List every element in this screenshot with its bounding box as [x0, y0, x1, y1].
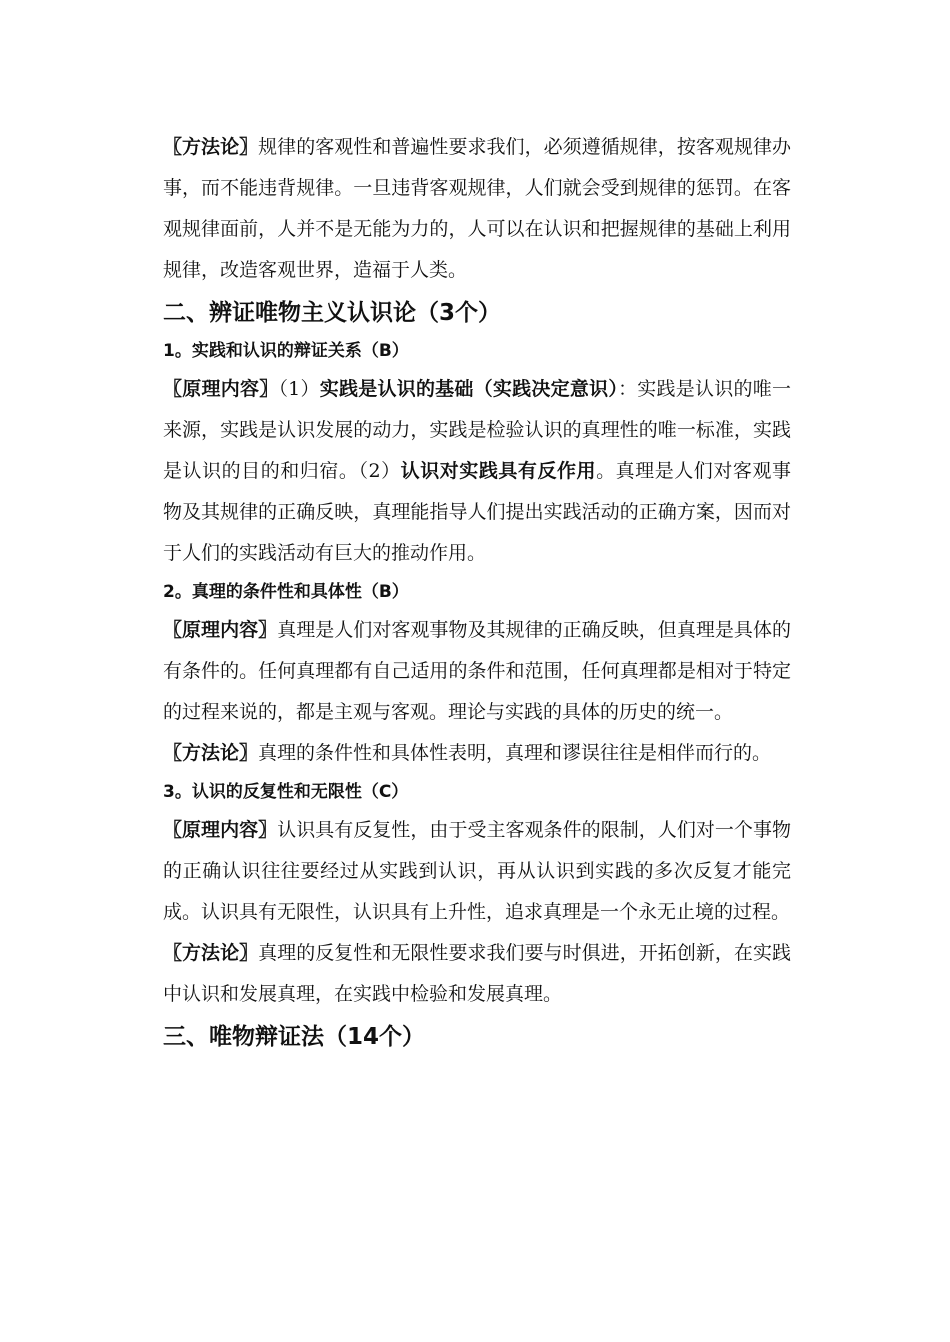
methodology-tag: 〖方法论〗: [163, 742, 259, 764]
point-number: （1）: [278, 378, 320, 400]
subsection-heading-cognition-infinity: 3。认识的反复性和无限性（C）: [163, 782, 409, 802]
paragraph-text: 。真理是人们对客观事物及其规律的正确反映，真理能指导人们提出实践活动的正确方案，因而对于人们的实践活动有巨大的推动作用。: [163, 460, 791, 564]
bold-point: 认识对实践具有反作用: [400, 460, 597, 482]
methodology-paragraph-cognition: [163, 933, 791, 1015]
section-heading-dialectics: 三、唯物辩证法（14个）: [163, 1024, 426, 1050]
paragraph-text: 规律的客观性和普遍性要求我们，必须遵循规律，按客观规律办事，而不能违背规律。一旦违背客观规律，人们就会受到规律的惩罚。在客观规律面前，人并不是无能为力的，人可以在认识和把握规律的基础上利用规律，改造客观世界，造福于人类。: [163, 136, 791, 281]
paragraph-text: 认识具有反复性，由于受主客观条件的限制，人们对一个事物的正确认识往往要经过从实践到认识，再从认识到实践的多次反复才能完成。认识具有无限性，认识具有上升性，追求真理是一个永无止境的过程。: [163, 819, 791, 923]
paragraph-text: 真理是人们对客观事物及其规律的正确反映，但真理是具体的有条件的。任何真理都有自己适用的条件和范围，任何真理都是相对于特定的过程来说的，都是主观与客观。理论与实践的具体的历史的统一。: [163, 619, 791, 723]
principle-tag: 〖原理内容〗: [163, 619, 278, 641]
subsection-heading-practice-cognition: 1。实践和认识的辩证关系（B）: [163, 341, 409, 361]
point-number: （2）: [358, 460, 401, 482]
methodology-paragraph-truth: [163, 733, 791, 774]
subsection-heading-truth-conditions: 2。真理的条件性和具体性（B）: [163, 582, 409, 602]
paragraph-text: 真理的条件性和具体性表明，真理和谬误往往是相伴而行的。: [258, 742, 772, 764]
principle-paragraph-truth: [163, 610, 791, 733]
principle-tag: 〖原理内容〗: [163, 378, 279, 400]
principle-paragraph-cognition: [163, 810, 791, 933]
document-body: [163, 127, 791, 1057]
paragraph-text: ：实践是认识的唯一来源，实践是认识发展的动力，实践是检验认识的真理性的唯一标准，实践是认识的目的和归宿。: [163, 378, 791, 482]
methodology-tag: 〖方法论〗: [163, 942, 259, 964]
methodology-paragraph-laws: [163, 127, 791, 291]
methodology-tag: 〖方法论〗: [163, 136, 259, 158]
bold-point: 实践是认识的基础（实践决定意识）: [319, 378, 619, 400]
paragraph-text: 真理的反复性和无限性要求我们要与时俱进，开拓创新，在实践中认识和发展真理，在实践中检验和发展真理。: [163, 942, 791, 1005]
principle-paragraph-practice: [163, 369, 791, 574]
principle-tag: 〖原理内容〗: [163, 819, 278, 841]
section-heading-epistemology: 二、辨证唯物主义认识论（3个）: [163, 300, 502, 326]
